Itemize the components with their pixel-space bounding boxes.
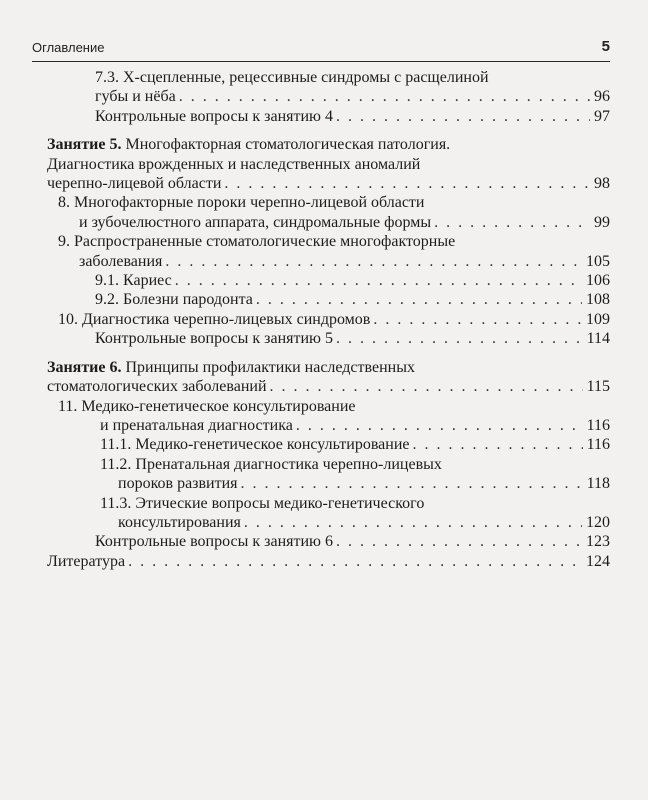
dot-leader bbox=[179, 87, 590, 106]
dot-leader bbox=[244, 513, 582, 532]
toc-page-number: 108 bbox=[586, 291, 610, 309]
toc-entry[interactable] bbox=[0, 193, 648, 232]
dot-leader bbox=[336, 532, 582, 551]
toc-entry-text: 7.3. X-сцепленные, рецессивные синдромы с расщелиной bbox=[95, 69, 489, 86]
dot-leader bbox=[128, 552, 582, 571]
toc-entry-text: стоматологических заболеваний bbox=[47, 378, 267, 396]
dot-leader bbox=[270, 377, 583, 396]
dot-leader bbox=[336, 107, 590, 126]
running-header bbox=[32, 38, 610, 55]
toc-entry[interactable] bbox=[0, 494, 648, 533]
dot-leader bbox=[434, 213, 590, 232]
toc-page-number: 116 bbox=[586, 416, 610, 434]
toc-page-number: 96 bbox=[594, 88, 610, 106]
toc-entry-text: Занятие 5. Многофакторная стоматологическая патология. bbox=[47, 136, 451, 154]
toc-entry-text: 11.1. Медико-генетическое консультирование bbox=[100, 436, 410, 454]
toc-entry[interactable] bbox=[0, 68, 648, 107]
toc-entry-text: пороков развития bbox=[118, 475, 238, 493]
toc-entry[interactable] bbox=[0, 552, 648, 571]
toc-entry-text: 10. Диагностика черепно-лицевых синдромов bbox=[58, 310, 371, 328]
toc-page-number: 97 bbox=[594, 107, 610, 125]
toc-entry-text: черепно-лицевой области bbox=[47, 175, 222, 193]
dot-leader bbox=[373, 310, 582, 329]
header-page-number: 5 bbox=[601, 38, 610, 55]
toc-page-number: 99 bbox=[594, 213, 610, 231]
toc-page-number: 106 bbox=[586, 272, 610, 290]
toc-page-number: 98 bbox=[594, 175, 610, 193]
toc-entry[interactable] bbox=[0, 358, 648, 397]
toc-entry-text: заболевания bbox=[79, 252, 163, 270]
toc-entry-text: 9.2. Болезни пародонта bbox=[95, 291, 253, 309]
toc-entry[interactable] bbox=[0, 455, 648, 494]
toc-page-number: 114 bbox=[586, 330, 610, 348]
toc-entry-text: 9. Распространенные стоматологические многофакторные bbox=[58, 233, 456, 251]
dot-leader bbox=[256, 290, 582, 309]
dot-leader bbox=[296, 416, 583, 435]
toc-entry[interactable] bbox=[0, 290, 648, 309]
toc-page-number: 118 bbox=[586, 475, 610, 493]
dot-leader bbox=[224, 174, 590, 193]
toc-entry-text: и пренатальная диагностика bbox=[100, 416, 293, 434]
toc-page-number: 120 bbox=[586, 513, 610, 531]
table-of-contents bbox=[0, 68, 648, 571]
dot-leader bbox=[165, 252, 582, 271]
toc-page-number: 123 bbox=[586, 533, 610, 551]
dot-leader bbox=[175, 271, 582, 290]
dot-leader bbox=[413, 435, 583, 454]
toc-entry[interactable] bbox=[0, 135, 648, 193]
toc-entry-text: Занятие 6. Принципы профилактики наследственных bbox=[47, 358, 415, 376]
lesson-label: Занятие 5. bbox=[47, 136, 122, 154]
toc-entry[interactable] bbox=[0, 310, 648, 329]
toc-entry[interactable] bbox=[0, 271, 648, 290]
toc-entry-text: 9.1. Кариес bbox=[95, 272, 172, 290]
toc-entry-text: консультирования bbox=[118, 513, 241, 531]
toc-entry-text: 8. Многофакторные пороки черепно-лицевой области bbox=[58, 194, 425, 212]
toc-page-number: 124 bbox=[586, 552, 610, 570]
toc-entry[interactable] bbox=[0, 532, 648, 551]
toc-entry-text: 11. Медико-генетическое консультирование bbox=[58, 397, 356, 415]
toc-entry-text: Контрольные вопросы к занятию 6 bbox=[95, 533, 333, 551]
toc-entry[interactable] bbox=[0, 329, 648, 348]
toc-entry[interactable] bbox=[0, 397, 648, 436]
dot-leader bbox=[336, 329, 583, 348]
toc-entry[interactable] bbox=[0, 232, 648, 271]
header-rule bbox=[32, 61, 610, 62]
toc-entry[interactable] bbox=[0, 107, 648, 126]
toc-entry-text: Диагностика врожденных и наследственных аномалий bbox=[47, 155, 421, 173]
toc-entry-text: Контрольные вопросы к занятию 4 bbox=[95, 107, 333, 125]
toc-entry-text: и зубочелюстного аппарата, синдромальные формы bbox=[79, 213, 432, 231]
toc-entry-text: Литература bbox=[47, 552, 126, 570]
toc-page-number: 109 bbox=[586, 310, 610, 328]
toc-page-number: 115 bbox=[586, 378, 610, 396]
dot-leader bbox=[241, 474, 583, 493]
toc-entry[interactable] bbox=[0, 435, 648, 454]
toc-entry-text: 11.2. Пренатальная диагностика черепно-лицевых bbox=[100, 455, 442, 473]
toc-entry-text: губы и нёба bbox=[95, 88, 176, 106]
toc-page-number: 105 bbox=[586, 252, 610, 270]
header-section-title: Оглавление bbox=[32, 40, 105, 55]
toc-entry-text: 11.3. Этические вопросы медико-генетического bbox=[100, 494, 425, 512]
toc-page-number: 116 bbox=[586, 436, 610, 454]
toc-entry-text: Контрольные вопросы к занятию 5 bbox=[95, 330, 333, 348]
lesson-label: Занятие 6. bbox=[47, 358, 122, 376]
